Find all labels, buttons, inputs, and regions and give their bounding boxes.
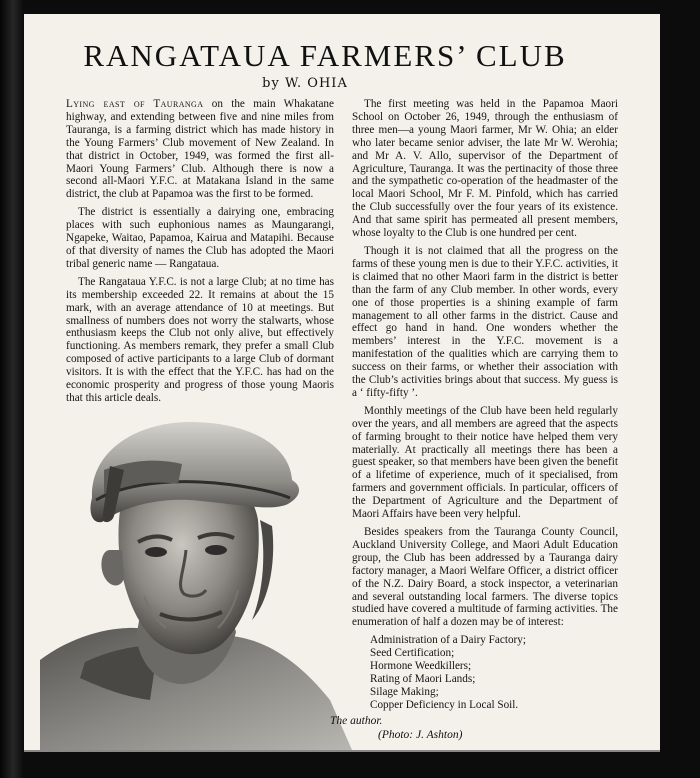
- photo-caption: [330, 714, 530, 742]
- left-paragraph-1: [66, 98, 334, 201]
- left-paragraph-2: The district is essentially a dairying one, embracing places with such euphonious names as Maungarangi, Ngapeke, Waitao, Papamoa, Kairua and Matapihi. Because of that diversity of names the Club has adopted the Maori tribal generic name — Rangataua.: [66, 206, 334, 270]
- page-bottom-edge: [24, 750, 660, 752]
- right-column: [352, 98, 618, 712]
- right-paragraph-4: Besides speakers from the Tauranga County Council, Auckland University College, and Maori Adult Education group, the Club has been addressed by a Tauranga dairy factory manager, a Maori Welfare Officer, a district officer of the N.Z. Dairy Board, a stock inspector, a veterinarian and several outstanding local farmers. The diverse topics studied have covered a multitude of farming activities. The enumeration of half a dozen may be of interest:: [352, 526, 618, 629]
- left-paragraph-3: The Rangataua Y.F.C. is not a large Club; at no time has its membership exceeded 22. It remains at about the 15 mark, with an average attendance of 10 at meetings. But smallness of numbers does not worry the stalwarts, whose enthusiasm keeps the Club not only alive, but effectively functioning. As members remark, they prefer a small Club composed of active participants to a large Club of dormant visitors. It is with the effect that the Y.F.C. has had on the economic prosperity and progress of those young Maoris that this article deals.: [66, 275, 334, 404]
- page-gutter-shadow: [0, 0, 24, 778]
- author-portrait-photo: [40, 400, 352, 750]
- topic-item: Administration of a Dairy Factory;: [370, 634, 526, 647]
- lead-in: Lying east of Tauranga: [66, 98, 204, 110]
- article-byline: by W. OHIA: [262, 76, 348, 91]
- right-paragraph-2: Though it is not claimed that all the progress on the farms of these young men is due to their Y.F.C. activities, it is claimed that no other Maori farm in the district is better than the farm of any Club member. In other words, every one of those properties is a shining example of farm management to all other farms in the district. Cause and effect go hand in hand. One wonders whether the members’ interest in the Y.F.C. movement is a manifestation of the qualities which are carrying them to success on their farms, or whether their association with the Club’s activities brings about that success. My guess is a ‘ fifty-fifty ’.: [352, 244, 618, 399]
- topic-item: Seed Certification;: [370, 647, 455, 660]
- photo-credit: (Photo: J. Ashton): [378, 729, 463, 741]
- topic-item: Silage Making;: [370, 685, 439, 698]
- article-title: RANGATAUA FARMERS’ CLUB: [83, 38, 567, 73]
- topics-list: [352, 634, 618, 711]
- topic-item: Copper Deficiency in Local Soil.: [370, 698, 519, 711]
- topic-item: Rating of Maori Lands;: [370, 672, 476, 685]
- caption-label: The author.: [330, 715, 383, 727]
- right-paragraph-1: The first meeting was held in the Papamoa Maori School on October 26, 1949, through the enthusiasm of three men—a young Maori farmer, Mr W. Ohia; an elder who later became senior adviser, the late Mr W. Werohia; and Mr A. V. Allo, supervisor of the Department of Agriculture, Tauranga. It was the pertinacity of those three and the sympathetic co-operation of the headmaster of the local Maori School, Mr F. M. Pinfold, which has carried the Club successfully over the four years of its existence. And that same spirit has permeated all present members, whose loyalty to the Club is one hundred per cent.: [352, 98, 618, 240]
- topic-item: Hormone Weedkillers;: [370, 660, 472, 673]
- right-paragraph-3: Monthly meetings of the Club have been held regularly over the years, and all members are agreed that the aspects of farming brought to their notice have helped them very materially. At practically all meetings there has been a guest speaker, so that members have been given the benefit of a lifetime of experience, much of it specialised, from farmers and government officials. In particular, officers of the Department of Agriculture and the Department of Maori Affairs have been very helpful.: [352, 404, 618, 521]
- left-paragraph-1-text: on the main Whakatane highway, and extending between five and nine miles from Tauranga, is a farming district which has made history in the Young Farmers’ Club movement of New Zealand. In that district in October, 1949, was formed the first all-Maori Young Farmers’ Club. Although there is now a second all-Maori Y.F.C. at Matakana Island in the same district, the club at Papamoa was the first to be formed.: [66, 98, 334, 201]
- left-column: [66, 98, 334, 410]
